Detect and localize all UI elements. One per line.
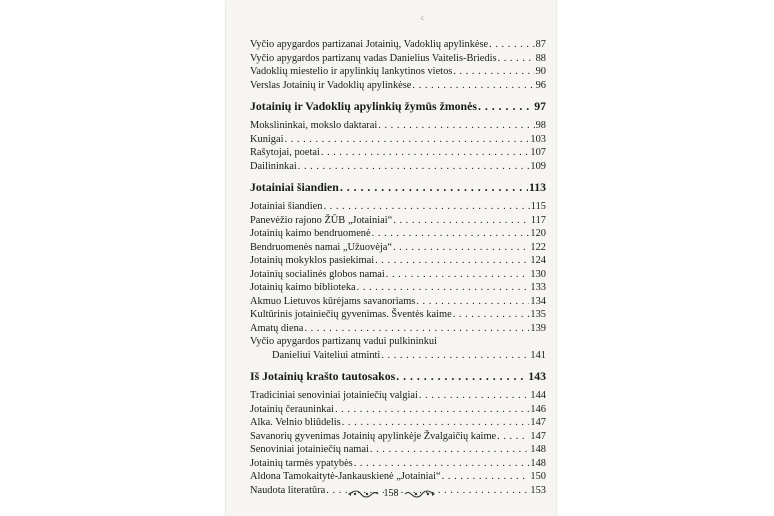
- left-ornament-icon: [348, 489, 380, 499]
- toc-entry-title: Senoviniai jotainiečių namai: [250, 444, 369, 455]
- toc-entry: [250, 214, 546, 228]
- toc-entry: [250, 200, 546, 214]
- toc-entry-title-continued: Danieliui Vaiteliui atminti: [272, 349, 381, 361]
- toc-entry: [250, 227, 546, 241]
- toc-page-number: 148: [530, 444, 546, 455]
- toc-entry: [250, 335, 546, 362]
- toc-page-number: 141: [530, 349, 546, 361]
- dot-leader: [393, 241, 529, 255]
- toc-page-number: 117: [530, 214, 546, 226]
- toc-page-number: 98: [535, 120, 546, 131]
- toc-entry-title: Amatų diena: [250, 322, 304, 334]
- toc-entry: [250, 65, 546, 79]
- toc-entry-title: Jotainiai šiandien: [250, 180, 339, 194]
- toc-entry-title: Jotainių socialinės globos namai: [250, 268, 385, 280]
- dot-leader: [412, 79, 534, 93]
- toc-entry: [250, 470, 546, 484]
- toc-entry: [250, 254, 546, 268]
- toc-page-number: 147: [530, 417, 546, 428]
- toc-entry: [250, 322, 546, 336]
- toc-entry-title: Savanorių gyvenimas Jotainių apylinkėje Žvalgaičių kaime: [250, 430, 497, 442]
- toc-entry: [250, 457, 546, 471]
- toc-entry-title: Aldona Tamokaitytė-Jankauskienė „Jotainiai“: [250, 471, 441, 482]
- table-of-contents: [250, 38, 546, 497]
- toc-page-number: 87: [535, 39, 546, 50]
- toc-section-heading: [250, 98, 546, 114]
- dot-leader: [321, 146, 530, 160]
- dot-leader: [340, 179, 528, 195]
- toc-entry: [250, 443, 546, 457]
- dot-leader: [497, 430, 529, 444]
- toc-entry-title: Vadoklių miestelio ir apylinkių lankytinos vietos: [250, 66, 453, 77]
- page-number: 158: [383, 488, 399, 499]
- dot-leader: [453, 65, 534, 79]
- toc-entry: [250, 389, 546, 403]
- toc-entry-title: Dailininkai: [250, 160, 297, 172]
- book-page: [226, 0, 556, 516]
- toc-entry: [250, 268, 546, 282]
- toc-page-number: 144: [530, 390, 546, 401]
- toc-page-number: 150: [530, 471, 546, 482]
- toc-entry-title: Akmuo Lietuvos kūrėjams savanoriams: [250, 295, 416, 307]
- dot-leader: [442, 470, 530, 484]
- toc-entry-title: Alka. Velnio bliūdelis: [250, 417, 341, 428]
- toc-page-number: 120: [530, 228, 546, 239]
- toc-page-number: 90: [535, 66, 546, 77]
- toc-entry: [250, 38, 546, 52]
- toc-entry-title: Iš Jotainių krašto tautosakos: [250, 369, 396, 383]
- toc-entry-title: Rašytojai, poetai: [250, 147, 320, 158]
- toc-entry: [250, 295, 546, 309]
- dot-leader: [284, 133, 529, 147]
- toc-entry: [250, 308, 546, 322]
- toc-entry-title: Jotainiai šiandien: [250, 201, 323, 212]
- toc-page-number: 134: [530, 295, 546, 307]
- dot-leader: [354, 457, 530, 471]
- toc-entry-title: Jotainių ir Vadoklių apylinkių žymūs žmonės: [250, 99, 477, 113]
- dot-leader: [396, 368, 527, 384]
- toc-page-number: 135: [530, 309, 546, 320]
- toc-page-number: 96: [535, 79, 546, 91]
- toc-page-number: 148: [530, 457, 546, 469]
- dot-leader: [323, 200, 529, 214]
- page-footer: [226, 488, 556, 499]
- right-ornament-icon: [403, 489, 435, 499]
- toc-entry-title: Panevėžio rajono ŽŪB „Jotainiai“: [250, 214, 393, 226]
- toc-page-number: 88: [535, 52, 546, 64]
- toc-page-number: 115: [530, 201, 546, 212]
- toc-entry: [250, 403, 546, 417]
- toc-entry-title: Vyčio apygardos partizanų vadas Danielius Vaitelis-Briedis: [250, 52, 497, 64]
- dot-leader: [378, 119, 534, 133]
- toc-entry-title: Vyčio apygardos partizanų vadui pulkininkui: [250, 336, 437, 347]
- dot-leader: [372, 227, 530, 241]
- toc-entry: [250, 160, 546, 174]
- dot-leader: [375, 254, 529, 268]
- toc-entry: [250, 416, 546, 430]
- toc-entry-title: Kunigai: [250, 133, 284, 145]
- toc-entry: [250, 119, 546, 133]
- dot-leader: [298, 160, 530, 174]
- dot-leader: [419, 389, 530, 403]
- toc-entry-title: Naudota literatūra: [250, 484, 326, 496]
- dot-leader: [304, 322, 529, 336]
- toc-entry-title: Jotainių kaimo bendruomenė: [250, 228, 371, 239]
- page-mark: c: [421, 14, 425, 22]
- toc-entry: [250, 146, 546, 160]
- toc-entry-title: Jotainių tarmės ypatybės: [250, 457, 353, 469]
- toc-page-number: 130: [530, 268, 546, 280]
- dot-leader: [393, 214, 530, 228]
- toc-entry-title: Vyčio apygardos partizanai Jotainių, Vadoklių apylinkėse: [250, 39, 489, 50]
- dot-leader: [342, 416, 530, 430]
- toc-entry-title: Jotainių mokyklos pasiekimai: [250, 255, 375, 266]
- dot-leader: [335, 403, 529, 417]
- toc-page-number: 153: [530, 484, 546, 496]
- toc-entry: [250, 241, 546, 255]
- toc-entry-title: Jotainių kaimo biblioteka: [250, 282, 356, 293]
- dot-leader: [416, 295, 529, 309]
- toc-page-number: 147: [530, 430, 546, 442]
- toc-page-number: 122: [530, 241, 546, 253]
- toc-entry-title: Mokslininkai, mokslo daktarai: [250, 120, 378, 131]
- toc-page-number: 107: [530, 147, 546, 158]
- dot-leader: [370, 443, 530, 457]
- dot-leader: [478, 98, 533, 114]
- toc-page-number: 103: [530, 133, 546, 145]
- toc-entry-title: Kultūrinis jotainiečių gyvenimas. Šventės kaime: [250, 309, 452, 320]
- dot-leader: [357, 281, 530, 295]
- toc-entry: [250, 281, 546, 295]
- toc-entry: [250, 430, 546, 444]
- toc-section-heading: [250, 368, 546, 384]
- dot-leader: [381, 349, 529, 363]
- toc-page-number: 113: [528, 180, 546, 194]
- toc-page-number: 133: [530, 282, 546, 293]
- dot-leader: [498, 52, 535, 66]
- toc-entry: [250, 79, 546, 93]
- toc-page-number: 124: [530, 255, 546, 266]
- toc-entry-title: Verslas Jotainių ir Vadoklių apylinkėse: [250, 79, 412, 91]
- toc-page-number: 109: [530, 160, 546, 172]
- toc-page-number: 146: [530, 403, 546, 415]
- toc-page-number: 97: [534, 99, 546, 113]
- toc-entry-title: Jotainių čerauninkai: [250, 403, 334, 415]
- toc-entry: [250, 52, 546, 66]
- toc-entry: [250, 133, 546, 147]
- toc-page-number: 139: [530, 322, 546, 334]
- dot-leader: [453, 308, 530, 322]
- toc-section-heading: [250, 179, 546, 195]
- toc-page-number: 143: [528, 369, 546, 383]
- dot-leader: [489, 38, 534, 52]
- toc-entry-title: Bendruomenės namai „Užuovėja“: [250, 241, 392, 253]
- dot-leader: [386, 268, 530, 282]
- toc-entry-title: Tradiciniai senoviniai jotainiečių valgiai: [250, 390, 418, 401]
